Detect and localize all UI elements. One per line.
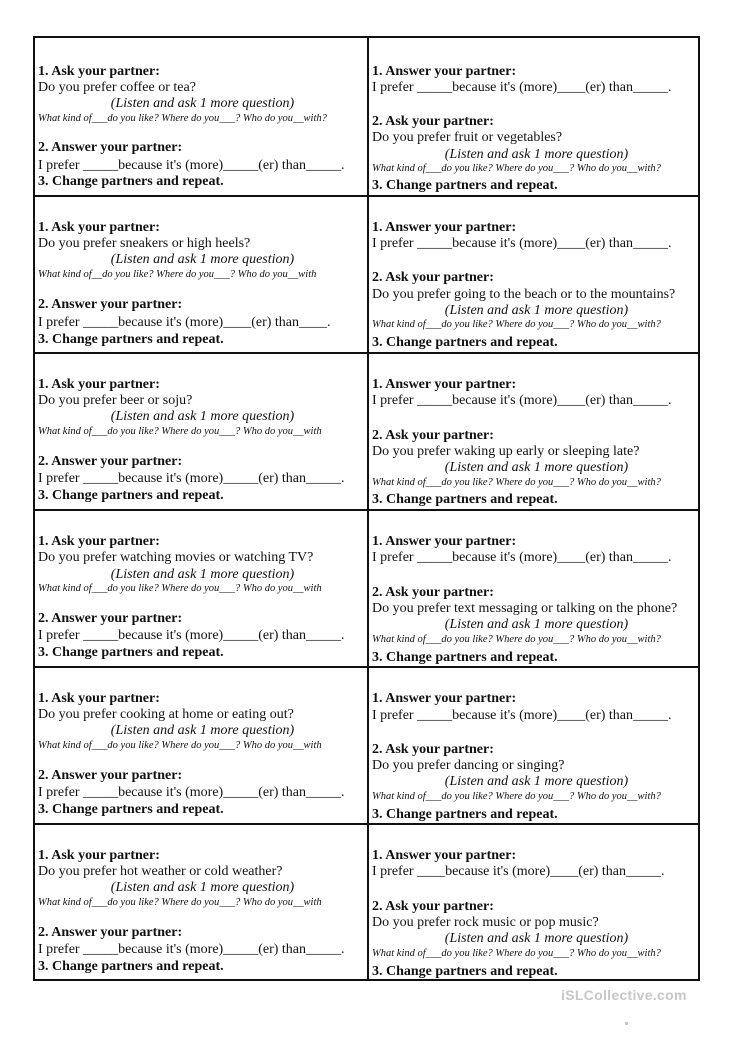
card-row	[35, 38, 698, 195]
answer-heading: 2. Answer your partner:	[38, 297, 183, 312]
change-partners: 3. Change partners and repeat.	[372, 335, 558, 350]
dot-decoration	[625, 1022, 628, 1025]
listen-instruction: (Listen and ask 1 more question)	[110, 880, 295, 895]
listen-instruction: (Listen and ask 1 more question)	[110, 252, 295, 267]
listen-instruction: (Listen and ask 1 more question)	[444, 617, 629, 632]
column-divider	[367, 511, 369, 668]
ask-heading: 2. Ask your partner:	[372, 585, 494, 600]
card-row	[35, 352, 698, 511]
watermark: iSLCollective.com	[561, 987, 687, 1003]
listen-instruction: (Listen and ask 1 more question)	[444, 303, 629, 318]
answer-heading: 1. Answer your partner:	[372, 691, 517, 706]
card-row	[35, 823, 698, 981]
card-right	[372, 38, 701, 195]
ask-heading: 2. Ask your partner:	[372, 428, 494, 443]
ask-heading: 2. Ask your partner:	[372, 114, 494, 129]
question: Do you prefer rock music or pop music?	[372, 915, 599, 930]
change-partners: 3. Change partners and repeat.	[372, 650, 558, 665]
question: Do you prefer fruit or vegetables?	[372, 130, 563, 145]
answer-line: I prefer _____because it's (more)____(er) than_____.	[372, 550, 672, 565]
ask-heading: 1. Ask your partner:	[38, 534, 160, 549]
question: Do you prefer coffee or tea?	[38, 80, 196, 95]
answer-heading: 2. Answer your partner:	[38, 140, 183, 155]
ask-heading: 2. Ask your partner:	[372, 899, 494, 914]
ask-heading: 1. Ask your partner:	[38, 377, 160, 392]
answer-line: I prefer _____because it's (more)____(er) than_____.	[372, 80, 672, 95]
card-left	[38, 511, 367, 668]
question: Do you prefer dancing or singing?	[372, 758, 565, 773]
column-divider	[367, 38, 369, 195]
follow-up-prompts: What kind of___do you like? Where do you___? Who do you__with?	[38, 113, 327, 124]
answer-heading: 2. Answer your partner:	[38, 454, 183, 469]
change-partners: 3. Change partners and repeat.	[372, 178, 558, 193]
change-partners: 3. Change partners and repeat.	[38, 174, 224, 189]
question: Do you prefer going to the beach or to the mountains?	[372, 287, 676, 302]
answer-heading: 1. Answer your partner:	[372, 220, 517, 235]
column-divider	[367, 825, 369, 981]
answer-heading: 1. Answer your partner:	[372, 848, 517, 863]
card-row	[35, 509, 698, 668]
listen-instruction: (Listen and ask 1 more question)	[444, 931, 629, 946]
answer-heading: 2. Answer your partner:	[38, 925, 183, 940]
change-partners: 3. Change partners and repeat.	[38, 645, 224, 660]
card-right	[372, 197, 701, 354]
answer-line: I prefer _____because it's (more)____(er) than_____.	[372, 236, 672, 251]
follow-up-prompts: What kind of___do you like? Where do you___? Who do you__with?	[372, 634, 661, 645]
follow-up-prompts: What kind of___do you like? Where do you___? Who do you__with	[38, 740, 322, 751]
question: Do you prefer sneakers or high heels?	[38, 236, 251, 251]
change-partners: 3. Change partners and repeat.	[38, 488, 224, 503]
ask-heading: 1. Ask your partner:	[38, 848, 160, 863]
listen-instruction: (Listen and ask 1 more question)	[110, 567, 295, 582]
change-partners: 3. Change partners and repeat.	[372, 492, 558, 507]
follow-up-prompts: What kind of___do you like? Where do you___? Who do you__with?	[372, 163, 661, 174]
change-partners: 3. Change partners and repeat.	[372, 964, 558, 979]
answer-line: I prefer _____because it's (more)____(er) than____.	[38, 315, 331, 330]
card-left	[38, 668, 367, 825]
question: Do you prefer watching movies or watching TV?	[38, 550, 314, 565]
listen-instruction: (Listen and ask 1 more question)	[110, 723, 295, 738]
question: Do you prefer text messaging or talking on the phone?	[372, 601, 678, 616]
change-partners: 3. Change partners and repeat.	[38, 802, 224, 817]
card-right	[372, 354, 701, 511]
answer-heading: 1. Answer your partner:	[372, 64, 517, 79]
answer-heading: 1. Answer your partner:	[372, 377, 517, 392]
card-right	[372, 668, 701, 825]
question: Do you prefer waking up early or sleeping late?	[372, 444, 640, 459]
card-grid	[33, 36, 700, 981]
follow-up-prompts: What kind of___do you like? Where do you___? Who do you__with?	[372, 791, 661, 802]
answer-line: I prefer _____because it's (more)_____(er) than_____.	[38, 158, 345, 173]
follow-up-prompts: What kind of__do you like? Where do you___? Who do you__with	[38, 269, 317, 280]
answer-line: I prefer _____because it's (more)_____(er) than_____.	[38, 471, 345, 486]
listen-instruction: (Listen and ask 1 more question)	[444, 147, 629, 162]
question: Do you prefer beer or soju?	[38, 393, 193, 408]
listen-instruction: (Listen and ask 1 more question)	[444, 460, 629, 475]
ask-heading: 1. Ask your partner:	[38, 64, 160, 79]
answer-line: I prefer _____because it's (more)_____(er) than_____.	[38, 628, 345, 643]
answer-heading: 1. Answer your partner:	[372, 534, 517, 549]
ask-heading: 2. Ask your partner:	[372, 742, 494, 757]
listen-instruction: (Listen and ask 1 more question)	[444, 774, 629, 789]
card-row	[35, 195, 698, 354]
question: Do you prefer cooking at home or eating out?	[38, 707, 294, 722]
card-right	[372, 511, 701, 668]
answer-heading: 2. Answer your partner:	[38, 768, 183, 783]
follow-up-prompts: What kind of___do you like? Where do you___? Who do you__with?	[372, 319, 661, 330]
card-left	[38, 825, 367, 981]
column-divider	[367, 668, 369, 825]
card-left	[38, 354, 367, 511]
listen-instruction: (Listen and ask 1 more question)	[110, 409, 295, 424]
change-partners: 3. Change partners and repeat.	[372, 807, 558, 822]
card-right	[372, 825, 701, 981]
answer-line: I prefer _____because it's (more)____(er) than_____.	[372, 708, 672, 723]
change-partners: 3. Change partners and repeat.	[38, 959, 224, 974]
follow-up-prompts: What kind of___do you like? Where do you___? Who do you__with	[38, 426, 322, 437]
card-row	[35, 666, 698, 825]
answer-line: I prefer _____because it's (more)_____(er) than_____.	[38, 942, 345, 957]
ask-heading: 2. Ask your partner:	[372, 270, 494, 285]
card-left	[38, 38, 367, 195]
follow-up-prompts: What kind of___do you like? Where do you___? Who do you__with?	[372, 948, 661, 959]
follow-up-prompts: What kind of___do you like? Where do you___? Who do you__with	[38, 583, 322, 594]
follow-up-prompts: What kind of___do you like? Where do you___? Who do you__with	[38, 897, 322, 908]
answer-heading: 2. Answer your partner:	[38, 611, 183, 626]
listen-instruction: (Listen and ask 1 more question)	[110, 96, 295, 111]
card-left	[38, 197, 367, 354]
change-partners: 3. Change partners and repeat.	[38, 332, 224, 347]
ask-heading: 1. Ask your partner:	[38, 691, 160, 706]
follow-up-prompts: What kind of___do you like? Where do you___? Who do you__with?	[372, 477, 661, 488]
answer-line: I prefer _____because it's (more)_____(er) than_____.	[38, 785, 345, 800]
column-divider	[367, 197, 369, 354]
answer-line: I prefer ____because it's (more)____(er) than_____.	[372, 864, 665, 879]
answer-line: I prefer _____because it's (more)____(er) than_____.	[372, 393, 672, 408]
column-divider	[367, 354, 369, 511]
question: Do you prefer hot weather or cold weather?	[38, 864, 283, 879]
ask-heading: 1. Ask your partner:	[38, 220, 160, 235]
